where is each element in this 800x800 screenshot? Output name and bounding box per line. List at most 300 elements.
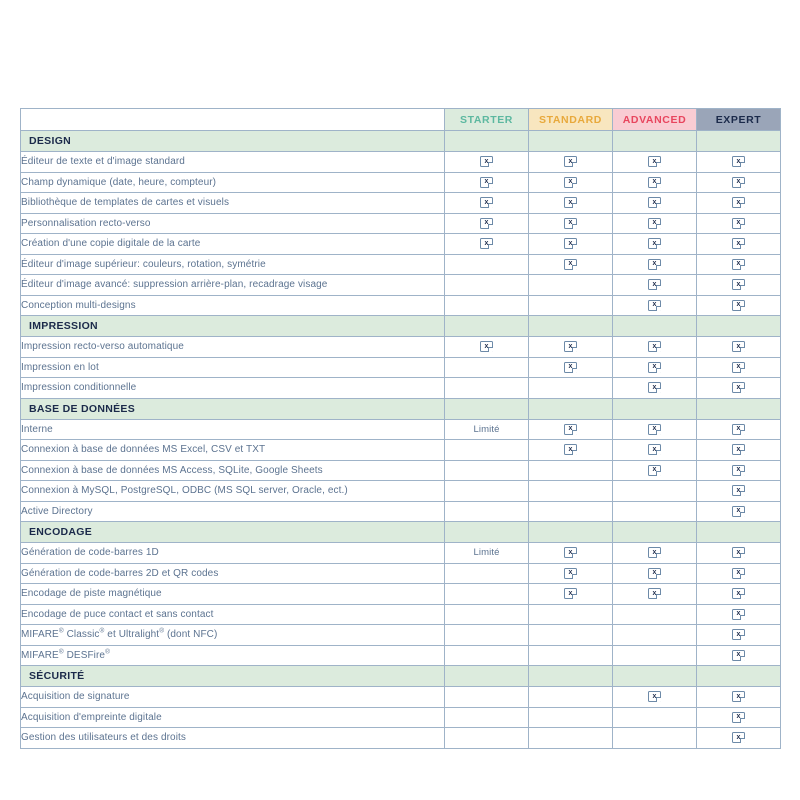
- feature-cell-empty-starter: [445, 440, 529, 461]
- check-mark-glyph: x: [484, 178, 489, 186]
- check-mark-icon: [732, 629, 745, 640]
- check-mark-glyph: x: [484, 219, 489, 227]
- table-row: [21, 172, 781, 193]
- section-header-row: [21, 316, 781, 337]
- check-mark-icon: [564, 156, 577, 167]
- check-mark-glyph: x: [736, 445, 741, 453]
- feature-cell-included-expert: [697, 152, 781, 173]
- check-mark-icon: [564, 444, 577, 455]
- check-mark-icon: [732, 547, 745, 558]
- feature-cell-empty-standard: [529, 707, 613, 728]
- check-mark-icon: [732, 568, 745, 579]
- check-mark-glyph: x: [736, 610, 741, 618]
- feature-label: Gestion des utilisateurs et des droits: [21, 728, 445, 749]
- feature-cell-included-advanced: [613, 337, 697, 358]
- check-mark-icon: [648, 156, 661, 167]
- feature-cell-included-expert: [697, 254, 781, 275]
- check-mark-icon: [648, 362, 661, 373]
- feature-cell-included-standard: [529, 213, 613, 234]
- table-row: [21, 645, 781, 666]
- feature-label: Encodage de puce contact et sans contact: [21, 604, 445, 625]
- check-mark-icon: [564, 238, 577, 249]
- feature-cell-included-advanced: [613, 440, 697, 461]
- check-mark-icon: [648, 279, 661, 290]
- feature-cell-empty-starter: [445, 481, 529, 502]
- check-mark-glyph: x: [736, 630, 741, 638]
- check-mark-glyph: x: [652, 425, 657, 433]
- feature-cell-included-starter: [445, 193, 529, 214]
- section-header-row: [21, 131, 781, 152]
- table-row: [21, 275, 781, 296]
- feature-comparison-table: [20, 108, 781, 749]
- check-mark-glyph: x: [736, 219, 741, 227]
- feature-cell-empty-starter: [445, 501, 529, 522]
- check-mark-icon: [564, 218, 577, 229]
- header-cell-standard[interactable]: STANDARD: [529, 109, 613, 131]
- feature-cell-included-expert: [697, 172, 781, 193]
- section-title: ENCODAGE: [21, 522, 445, 543]
- feature-cell-included-expert: [697, 604, 781, 625]
- feature-cell-included-starter: [445, 234, 529, 255]
- check-mark-icon: [480, 156, 493, 167]
- check-mark-glyph: x: [652, 178, 657, 186]
- registered-trademark-symbol: ®: [58, 648, 64, 656]
- feature-label: Active Directory: [21, 501, 445, 522]
- feature-cell-included-expert: [697, 543, 781, 564]
- feature-cell-empty-starter: [445, 275, 529, 296]
- feature-cell-empty-starter: [445, 707, 529, 728]
- feature-cell-empty-standard: [529, 378, 613, 399]
- feature-label: Connexion à base de données MS Access, SQLite, Google Sheets: [21, 460, 445, 481]
- feature-cell-included-expert: [697, 501, 781, 522]
- table-row: [21, 687, 781, 708]
- feature-cell-included-expert: [697, 625, 781, 646]
- feature-label: Encodage de piste magnétique: [21, 584, 445, 605]
- feature-cell-included-standard: [529, 172, 613, 193]
- feature-cell-included-starter: [445, 172, 529, 193]
- section-header-cell-starter: [445, 398, 529, 419]
- section-title: DESIGN: [21, 131, 445, 152]
- feature-cell-included-standard: [529, 234, 613, 255]
- feature-label: MIFARE® DESFire®: [21, 645, 445, 666]
- table-row: [21, 563, 781, 584]
- feature-cell-limited-starter: [445, 543, 529, 564]
- feature-cell-included-expert: [697, 419, 781, 440]
- check-mark-glyph: x: [652, 466, 657, 474]
- check-mark-icon: [564, 424, 577, 435]
- feature-cell-included-starter: [445, 152, 529, 173]
- feature-cell-empty-starter: [445, 254, 529, 275]
- check-mark-glyph: x: [736, 383, 741, 391]
- feature-cell-included-standard: [529, 440, 613, 461]
- feature-cell-empty-standard: [529, 728, 613, 749]
- feature-label: Conception multi-designs: [21, 295, 445, 316]
- feature-cell-included-standard: [529, 254, 613, 275]
- section-header-cell-starter: [445, 522, 529, 543]
- table-row: [21, 213, 781, 234]
- feature-cell-included-expert: [697, 460, 781, 481]
- feature-label: Interne: [21, 419, 445, 440]
- feature-label: Création d'une copie digitale de la carte: [21, 234, 445, 255]
- check-mark-icon: [732, 341, 745, 352]
- check-mark-glyph: x: [568, 342, 573, 350]
- check-mark-icon: [648, 568, 661, 579]
- check-mark-icon: [732, 156, 745, 167]
- section-header-cell-expert: [697, 666, 781, 687]
- limited-label: Limité: [473, 423, 500, 435]
- feature-cell-empty-starter: [445, 378, 529, 399]
- header-row: [21, 109, 781, 131]
- feature-cell-empty-starter: [445, 645, 529, 666]
- check-mark-glyph: x: [736, 733, 741, 741]
- check-mark-glyph: x: [736, 301, 741, 309]
- check-mark-glyph: x: [568, 198, 573, 206]
- feature-cell-empty-advanced: [613, 604, 697, 625]
- feature-cell-empty-starter: [445, 625, 529, 646]
- check-mark-icon: [564, 362, 577, 373]
- feature-cell-empty-starter: [445, 563, 529, 584]
- header-cell-empty: [21, 109, 445, 131]
- feature-cell-empty-starter: [445, 604, 529, 625]
- table-body: [21, 131, 781, 749]
- feature-label: Impression recto-verso automatique: [21, 337, 445, 358]
- check-mark-glyph: x: [736, 363, 741, 371]
- feature-cell-included-advanced: [613, 563, 697, 584]
- section-header-cell-starter: [445, 666, 529, 687]
- feature-cell-empty-standard: [529, 645, 613, 666]
- check-mark-glyph: x: [484, 157, 489, 165]
- check-mark-glyph: x: [568, 589, 573, 597]
- table-row: [21, 357, 781, 378]
- feature-cell-included-advanced: [613, 584, 697, 605]
- check-mark-glyph: x: [736, 569, 741, 577]
- feature-cell-included-expert: [697, 234, 781, 255]
- section-header-cell-standard: [529, 131, 613, 152]
- feature-cell-empty-advanced: [613, 728, 697, 749]
- check-mark-glyph: x: [652, 239, 657, 247]
- feature-cell-included-advanced: [613, 275, 697, 296]
- feature-label: Impression conditionnelle: [21, 378, 445, 399]
- check-mark-glyph: x: [652, 260, 657, 268]
- registered-trademark-symbol: ®: [159, 627, 165, 635]
- table-row: [21, 481, 781, 502]
- check-mark-icon: [732, 506, 745, 517]
- section-title: SÉCURITÉ: [21, 666, 445, 687]
- check-mark-glyph: x: [652, 198, 657, 206]
- check-mark-glyph: x: [652, 589, 657, 597]
- feature-cell-included-expert: [697, 584, 781, 605]
- table-row: [21, 584, 781, 605]
- feature-label: Éditeur d'image avancé: suppression arrière-plan, recadrage visage: [21, 275, 445, 296]
- section-header-cell-advanced: [613, 398, 697, 419]
- feature-cell-included-advanced: [613, 687, 697, 708]
- feature-cell-included-advanced: [613, 378, 697, 399]
- feature-label: Impression en lot: [21, 357, 445, 378]
- feature-cell-empty-standard: [529, 481, 613, 502]
- check-mark-icon: [564, 341, 577, 352]
- feature-cell-included-advanced: [613, 193, 697, 214]
- check-mark-glyph: x: [568, 219, 573, 227]
- feature-label: MIFARE® Classic® et Ultralight® (dont NFC): [21, 625, 445, 646]
- check-mark-glyph: x: [652, 569, 657, 577]
- feature-cell-included-expert: [697, 563, 781, 584]
- feature-cell-empty-starter: [445, 687, 529, 708]
- check-mark-glyph: x: [568, 260, 573, 268]
- table-header: [21, 109, 781, 131]
- check-mark-glyph: x: [484, 342, 489, 350]
- section-header-row: [21, 666, 781, 687]
- check-mark-icon: [732, 300, 745, 311]
- header-cell-expert[interactable]: EXPERT: [697, 109, 781, 131]
- feature-cell-included-standard: [529, 193, 613, 214]
- check-mark-icon: [480, 341, 493, 352]
- check-mark-icon: [732, 691, 745, 702]
- check-mark-glyph: x: [652, 342, 657, 350]
- feature-label: Champ dynamique (date, heure, compteur): [21, 172, 445, 193]
- check-mark-glyph: x: [736, 713, 741, 721]
- feature-cell-included-standard: [529, 584, 613, 605]
- table-row: [21, 625, 781, 646]
- feature-cell-included-advanced: [613, 234, 697, 255]
- feature-cell-included-advanced: [613, 460, 697, 481]
- feature-cell-included-advanced: [613, 213, 697, 234]
- section-header-cell-expert: [697, 316, 781, 337]
- section-header-cell-expert: [697, 398, 781, 419]
- check-mark-icon: [480, 197, 493, 208]
- check-mark-glyph: x: [568, 569, 573, 577]
- check-mark-icon: [648, 259, 661, 270]
- check-mark-icon: [732, 362, 745, 373]
- table-row: [21, 501, 781, 522]
- feature-cell-included-starter: [445, 213, 529, 234]
- check-mark-icon: [564, 547, 577, 558]
- table-row: [21, 604, 781, 625]
- feature-cell-empty-standard: [529, 687, 613, 708]
- check-mark-icon: [732, 588, 745, 599]
- feature-cell-included-expert: [697, 337, 781, 358]
- table-row: [21, 543, 781, 564]
- table-row: [21, 295, 781, 316]
- check-mark-glyph: x: [652, 445, 657, 453]
- feature-cell-included-advanced: [613, 254, 697, 275]
- check-mark-glyph: x: [652, 219, 657, 227]
- check-mark-glyph: x: [736, 692, 741, 700]
- check-mark-icon: [732, 465, 745, 476]
- feature-label: Éditeur de texte et d'image standard: [21, 152, 445, 173]
- feature-cell-empty-standard: [529, 460, 613, 481]
- feature-cell-included-advanced: [613, 419, 697, 440]
- feature-cell-included-expert: [697, 728, 781, 749]
- check-mark-glyph: x: [736, 486, 741, 494]
- feature-cell-included-expert: [697, 481, 781, 502]
- section-header-row: [21, 522, 781, 543]
- feature-cell-included-standard: [529, 337, 613, 358]
- section-header-cell-standard: [529, 398, 613, 419]
- limited-label: Limité: [473, 547, 500, 559]
- check-mark-glyph: x: [736, 589, 741, 597]
- feature-cell-included-advanced: [613, 152, 697, 173]
- section-title: IMPRESSION: [21, 316, 445, 337]
- check-mark-icon: [648, 424, 661, 435]
- section-header-row: [21, 398, 781, 419]
- table-row: [21, 707, 781, 728]
- check-mark-glyph: x: [652, 301, 657, 309]
- feature-cell-included-expert: [697, 645, 781, 666]
- feature-cell-empty-advanced: [613, 625, 697, 646]
- feature-label: Bibliothèque de templates de cartes et visuels: [21, 193, 445, 214]
- check-mark-glyph: x: [652, 363, 657, 371]
- feature-cell-included-standard: [529, 563, 613, 584]
- check-mark-glyph: x: [736, 239, 741, 247]
- check-mark-icon: [564, 259, 577, 270]
- check-mark-glyph: x: [652, 548, 657, 556]
- check-mark-glyph: x: [736, 466, 741, 474]
- check-mark-glyph: x: [484, 239, 489, 247]
- feature-label: Acquisition de signature: [21, 687, 445, 708]
- table-row: [21, 440, 781, 461]
- feature-cell-empty-starter: [445, 460, 529, 481]
- feature-cell-included-advanced: [613, 357, 697, 378]
- check-mark-icon: [732, 485, 745, 496]
- registered-trademark-symbol: ®: [58, 627, 64, 635]
- header-cell-advanced[interactable]: ADVANCED: [613, 109, 697, 131]
- check-mark-icon: [648, 238, 661, 249]
- section-header-cell-advanced: [613, 522, 697, 543]
- feature-cell-included-expert: [697, 440, 781, 461]
- check-mark-icon: [648, 465, 661, 476]
- check-mark-glyph: x: [736, 548, 741, 556]
- check-mark-icon: [648, 588, 661, 599]
- feature-label: Personnalisation recto-verso: [21, 213, 445, 234]
- feature-cell-empty-starter: [445, 295, 529, 316]
- feature-cell-empty-starter: [445, 728, 529, 749]
- feature-cell-included-starter: [445, 337, 529, 358]
- check-mark-icon: [648, 382, 661, 393]
- check-mark-glyph: x: [736, 178, 741, 186]
- check-mark-icon: [648, 197, 661, 208]
- check-mark-icon: [564, 177, 577, 188]
- feature-cell-included-expert: [697, 378, 781, 399]
- check-mark-icon: [732, 259, 745, 270]
- check-mark-glyph: x: [736, 342, 741, 350]
- feature-cell-included-advanced: [613, 172, 697, 193]
- feature-cell-included-expert: [697, 275, 781, 296]
- section-header-cell-standard: [529, 316, 613, 337]
- table-row: [21, 234, 781, 255]
- feature-cell-empty-standard: [529, 295, 613, 316]
- feature-cell-included-expert: [697, 295, 781, 316]
- section-header-cell-advanced: [613, 316, 697, 337]
- feature-cell-included-standard: [529, 419, 613, 440]
- check-mark-glyph: x: [736, 507, 741, 515]
- check-mark-icon: [648, 547, 661, 558]
- check-mark-icon: [732, 609, 745, 620]
- feature-cell-empty-advanced: [613, 707, 697, 728]
- section-header-cell-advanced: [613, 666, 697, 687]
- check-mark-icon: [564, 588, 577, 599]
- feature-cell-included-expert: [697, 193, 781, 214]
- check-mark-glyph: x: [652, 383, 657, 391]
- check-mark-icon: [564, 197, 577, 208]
- check-mark-glyph: x: [652, 692, 657, 700]
- check-mark-icon: [732, 424, 745, 435]
- check-mark-icon: [648, 177, 661, 188]
- check-mark-glyph: x: [568, 178, 573, 186]
- section-header-cell-expert: [697, 522, 781, 543]
- check-mark-glyph: x: [736, 157, 741, 165]
- registered-trademark-symbol: ®: [99, 627, 105, 635]
- check-mark-icon: [648, 444, 661, 455]
- feature-label: Génération de code-barres 2D et QR codes: [21, 563, 445, 584]
- feature-cell-empty-advanced: [613, 645, 697, 666]
- section-header-cell-expert: [697, 131, 781, 152]
- feature-comparison-table-wrapper: [20, 108, 780, 749]
- section-header-cell-standard: [529, 666, 613, 687]
- check-mark-icon: [732, 197, 745, 208]
- check-mark-icon: [732, 650, 745, 661]
- feature-cell-included-advanced: [613, 543, 697, 564]
- check-mark-icon: [732, 382, 745, 393]
- check-mark-icon: [648, 218, 661, 229]
- check-mark-glyph: x: [568, 445, 573, 453]
- check-mark-glyph: x: [736, 425, 741, 433]
- table-row: [21, 460, 781, 481]
- check-mark-glyph: x: [568, 363, 573, 371]
- feature-cell-empty-standard: [529, 501, 613, 522]
- feature-cell-empty-advanced: [613, 481, 697, 502]
- registered-trademark-symbol: ®: [105, 648, 110, 656]
- check-mark-glyph: x: [736, 260, 741, 268]
- feature-cell-included-standard: [529, 357, 613, 378]
- check-mark-glyph: x: [568, 548, 573, 556]
- table-row: [21, 378, 781, 399]
- check-mark-icon: [480, 177, 493, 188]
- check-mark-icon: [732, 444, 745, 455]
- table-row: [21, 152, 781, 173]
- check-mark-glyph: x: [568, 425, 573, 433]
- check-mark-icon: [480, 238, 493, 249]
- check-mark-glyph: x: [484, 198, 489, 206]
- check-mark-glyph: x: [736, 651, 741, 659]
- check-mark-icon: [732, 712, 745, 723]
- table-row: [21, 254, 781, 275]
- table-row: [21, 419, 781, 440]
- section-header-cell-starter: [445, 316, 529, 337]
- section-header-cell-advanced: [613, 131, 697, 152]
- feature-cell-included-standard: [529, 152, 613, 173]
- check-mark-glyph: x: [652, 157, 657, 165]
- section-title: BASE DE DONNÉES: [21, 398, 445, 419]
- feature-cell-empty-starter: [445, 584, 529, 605]
- feature-cell-empty-starter: [445, 357, 529, 378]
- feature-label: Éditeur d'image supérieur: couleurs, rotation, symétrie: [21, 254, 445, 275]
- check-mark-icon: [732, 218, 745, 229]
- feature-cell-included-advanced: [613, 295, 697, 316]
- feature-cell-empty-standard: [529, 604, 613, 625]
- section-header-cell-starter: [445, 131, 529, 152]
- header-cell-starter[interactable]: STARTER: [445, 109, 529, 131]
- check-mark-icon: [480, 218, 493, 229]
- check-mark-glyph: x: [652, 280, 657, 288]
- table-row: [21, 337, 781, 358]
- check-mark-icon: [732, 238, 745, 249]
- check-mark-glyph: x: [736, 198, 741, 206]
- check-mark-glyph: x: [736, 280, 741, 288]
- check-mark-icon: [648, 300, 661, 311]
- table-row: [21, 728, 781, 749]
- feature-cell-included-expert: [697, 357, 781, 378]
- feature-cell-empty-standard: [529, 275, 613, 296]
